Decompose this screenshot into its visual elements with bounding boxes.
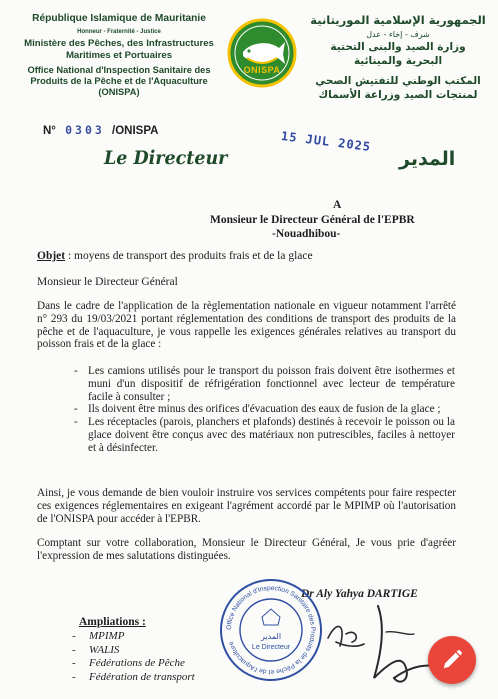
- reference-suffix: /ONISPA: [112, 125, 159, 137]
- office-fr: Office National d'Inspection Sanitaire des Produits de la Pêche et de l'Aquaculture: [27, 65, 211, 86]
- director-title-ar: المدير: [399, 148, 456, 170]
- header-right: [304, 12, 492, 102]
- paragraph-closing: Comptant sur votre collaboration, Monsieur le Directeur Général, Je vous prie d'agréer l'expression de mes salutations distinguées.: [37, 537, 456, 562]
- object-line: [37, 250, 313, 262]
- object-label: Objet: [37, 250, 66, 262]
- recipient-to: A: [333, 199, 342, 211]
- requirement-item: - Les camions utilisés pour le transport du poisson frais doivent être isothermes et muni d'un dispositif de réfrigération fonctionnel avec lecteur de température facile à consulter ;: [88, 365, 455, 403]
- reference-number: [43, 123, 158, 137]
- pencil-icon: [441, 649, 463, 671]
- requirement-item: - Ils doivent être minus des orifices d'évacuation des eaux de fusion de la glace ;: [88, 403, 455, 416]
- onispa-logo: [227, 18, 297, 88]
- republic-fr: République Islamique de Mauritanie: [32, 13, 206, 24]
- handwritten-signature: [316, 598, 446, 690]
- ampliations-title: Ampliations :: [79, 616, 146, 628]
- ministry-fr: Ministère des Pêches, des Infrastructures Maritimes et Portuaires: [24, 38, 214, 61]
- edit-button[interactable]: [428, 636, 476, 684]
- logo-text: ONISPA: [243, 65, 281, 75]
- recipient-line-1: Monsieur le Directeur Général de l'EPBR: [210, 214, 415, 226]
- reference-prefix: N°: [43, 125, 56, 137]
- office-ar: المكتب الوطني للتفتيش الصحي لمنتجات الصيد وزراعة الأسماك: [315, 75, 481, 101]
- date-stamp: 15 JUL 2025: [280, 129, 372, 154]
- ampliation-item: - Fédérations de Pêche: [89, 657, 249, 671]
- requirement-item: - Les réceptacles (parois, planchers et plafonds) destinés à recevoir le poisson ou la glace doivent être conçus avec des matériaux non putrescibles, faciles à nettoyer et à désinfecter.: [88, 416, 455, 454]
- salutation: Monsieur le Directeur Général: [37, 276, 178, 288]
- ampliations-list: [89, 630, 249, 684]
- paragraph-request: Ainsi, je vous demande de bien vouloir instruire vos services compétents pour faire respecter ces exigences réglementaires en exigeant l'agrément accordé par le MPIMP où l'autorisation de l'ONISPA pour accéder à l'EPBR.: [37, 487, 456, 525]
- signatory-name: Dr Aly Yahya DARTIGE: [301, 588, 418, 600]
- director-title-fr: Le Directeur: [104, 147, 228, 169]
- paragraph-intro: Dans le cadre de l'application de la règlementation nationale en vigueur notamment l'arrêté n° 293 du 19/03/2021 portant réglementation des conditions de transport des produits de la pêche et de l'aquaculture, je vous rappelle les exigences générales relatives au transport du poisson frais et de la glace :: [37, 300, 456, 351]
- stamp-ring-text: Office National d'Inspection Sanitaire des Produits de la Pêche et de l'Aquaculture: [225, 584, 317, 676]
- stamp-center-ar: المدير: [260, 632, 282, 641]
- recipient-line-2: -Nouadhibou-: [272, 228, 341, 240]
- ampliation-item: - MPIMP: [89, 630, 249, 644]
- requirements-list: [88, 365, 455, 455]
- ministry-ar: وزارة الصيد والبنى التحتية البحرية والمينائية: [330, 41, 466, 67]
- ampliation-item: - WALIS: [89, 644, 249, 658]
- ampliation-item: - Fédération de transport: [89, 671, 249, 685]
- motto-fr: Honneur - Fraternité - Justice: [77, 29, 161, 35]
- header-left: [10, 12, 228, 98]
- motto-ar: شرف - إخاء - عدل: [366, 30, 430, 39]
- object-text: : moyens de transport des produits frais et de la glace: [65, 250, 313, 262]
- reference-code: 0303: [65, 123, 105, 137]
- office-acronym-fr: (ONISPA): [98, 87, 140, 97]
- republic-ar: الجمهورية الإسلامية الموريتانية: [310, 13, 486, 27]
- stamp-center-fr: Le Directeur: [251, 644, 291, 651]
